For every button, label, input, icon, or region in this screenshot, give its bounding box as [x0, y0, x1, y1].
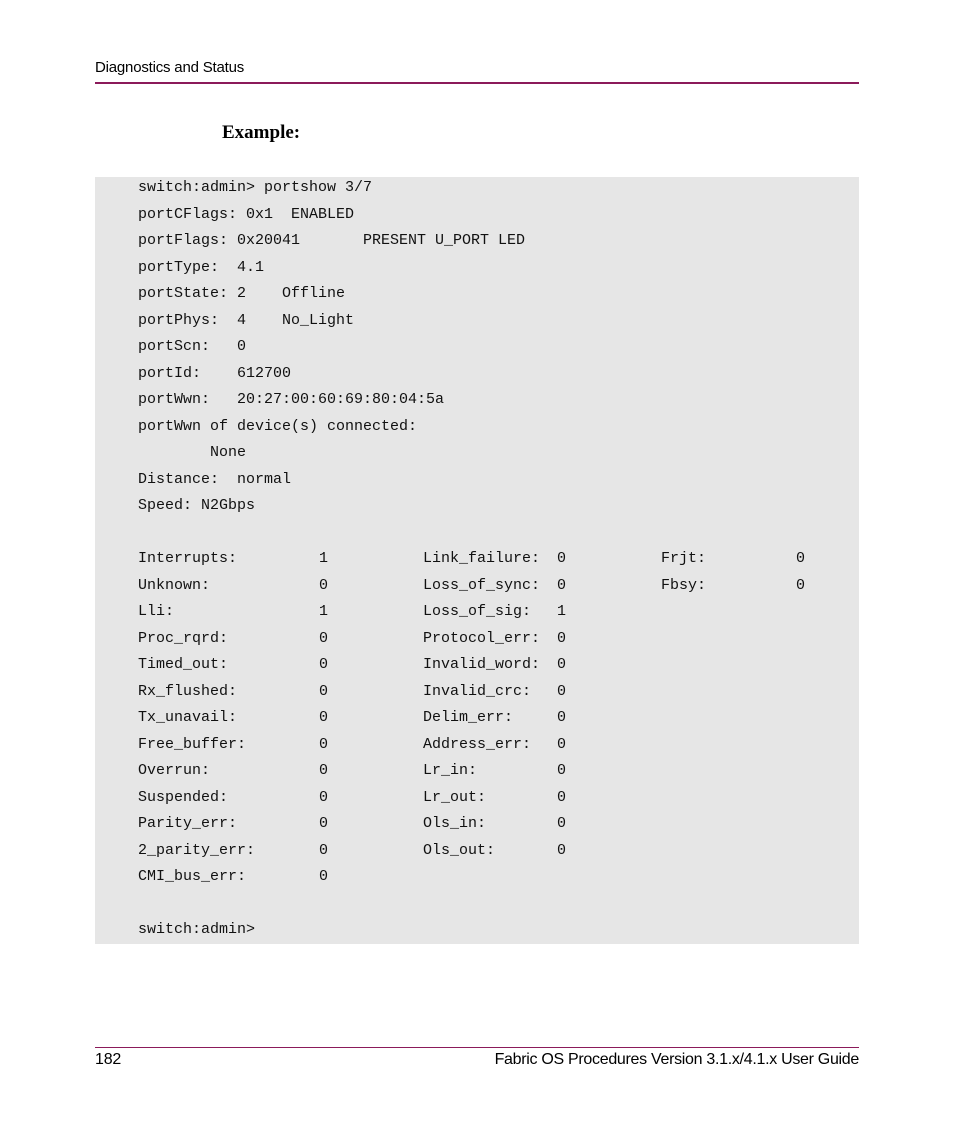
counter-name: Unknown:	[138, 576, 211, 594]
counter-value: 0	[319, 815, 329, 832]
code-line: portState: 2 Offline	[138, 285, 346, 302]
code-line: portWwn: 20:27:00:60:69:80:04:5a	[138, 391, 445, 408]
counter-value: 0	[319, 576, 329, 594]
code-line: portCFlags: 0x1 ENABLED	[138, 205, 355, 223]
counter-name: Lr_in:	[423, 762, 478, 779]
counter-value: 0	[557, 735, 567, 753]
code-line: portWwn of device(s) connected:	[138, 417, 418, 435]
code-line: portScn: 0	[138, 338, 247, 355]
counter-value: 0	[557, 709, 567, 726]
counter-name: Overrun:	[138, 762, 211, 779]
footer-rule	[95, 1047, 859, 1048]
counter-name: Rx_flushed:	[138, 682, 238, 700]
counter-value: 0	[557, 656, 567, 673]
counter-value: 0	[319, 709, 329, 726]
counter-name: Frjt:	[661, 550, 707, 567]
code-line: portId: 612700	[138, 364, 292, 382]
counter-name: Ols_out:	[423, 841, 496, 859]
counter-value: 0	[319, 868, 329, 885]
counter-name: Parity_err:	[138, 815, 238, 832]
counter-name: Loss_of_sync:	[423, 576, 541, 594]
counter-value: 0	[557, 762, 567, 779]
counter-value: 0	[319, 841, 329, 859]
counter-value: 0	[557, 550, 567, 567]
counter-value: 0	[557, 841, 567, 859]
counter-name: Free_buffer:	[138, 735, 247, 753]
code-line: portFlags: 0x20041 PRESENT U_PORT LED	[138, 232, 526, 249]
header-rule	[95, 82, 859, 84]
code-line: None	[138, 444, 247, 461]
code-line: portType: 4.1	[138, 258, 265, 276]
counter-value: 0	[319, 762, 329, 779]
code-line: Speed: N2Gbps	[138, 497, 256, 514]
counter-value: 0	[319, 629, 329, 647]
code-line: portPhys: 4 No_Light	[138, 311, 355, 329]
footer-title: Fabric OS Procedures Version 3.1.x/4.1.x User Guide	[494, 1051, 859, 1068]
counter-value: 1	[557, 603, 567, 620]
command-prompt: switch:admin>	[138, 921, 256, 938]
counter-name: Address_err:	[423, 735, 532, 753]
counter-value: 0	[319, 788, 329, 806]
counter-value: 0	[557, 682, 567, 700]
counter-name: Suspended:	[138, 788, 229, 806]
counter-value: 0	[319, 656, 329, 673]
code-line: switch:admin> portshow 3/7	[138, 179, 373, 196]
counter-value: 0	[557, 788, 567, 806]
header-title: Diagnostics and Status	[95, 59, 245, 76]
counter-value: 0	[319, 682, 329, 700]
counter-name: Protocol_err:	[423, 629, 541, 647]
counter-name: Invalid_crc:	[423, 682, 532, 700]
counter-name: Loss_of_sig:	[423, 603, 532, 620]
counter-name: Proc_rqrd:	[138, 629, 229, 647]
counter-name: Lr_out:	[423, 788, 487, 806]
counter-value: 0	[796, 550, 806, 567]
counter-name: 2_parity_err:	[138, 841, 256, 859]
counter-value: 0	[319, 735, 329, 753]
counter-name: Interrupts:	[138, 550, 238, 567]
counter-value: 0	[796, 576, 806, 594]
code-line: Distance: normal	[138, 470, 292, 488]
counter-name: CMI_bus_err:	[138, 868, 247, 885]
example-label: Example:	[222, 122, 301, 143]
counter-value: 1	[319, 603, 329, 620]
counter-name: Lli:	[138, 603, 175, 620]
counter-name: Ols_in:	[423, 815, 487, 832]
counter-name: Link_failure:	[423, 550, 541, 567]
counter-name: Delim_err:	[423, 709, 514, 726]
counter-name: Fbsy:	[661, 576, 707, 594]
page-number: 182	[95, 1051, 122, 1068]
counter-name: Timed_out:	[138, 656, 229, 673]
counter-name: Invalid_word:	[423, 656, 541, 673]
counter-value: 0	[557, 815, 567, 832]
counter-value: 0	[557, 576, 567, 594]
counter-value: 1	[319, 550, 329, 567]
counter-name: Tx_unavail:	[138, 709, 238, 726]
counter-value: 0	[557, 629, 567, 647]
